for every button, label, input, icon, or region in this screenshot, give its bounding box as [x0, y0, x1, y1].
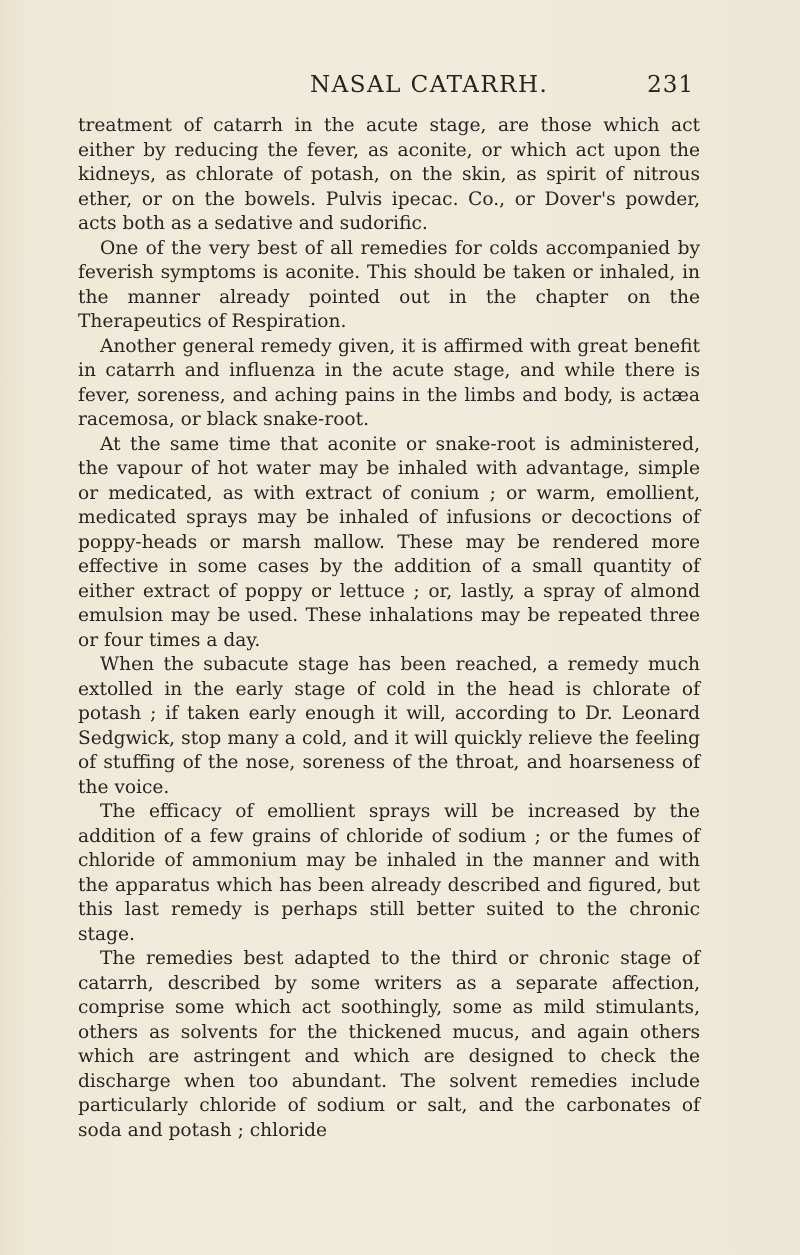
page-number: 231	[647, 72, 694, 98]
running-head: NASAL CATARRH.	[310, 72, 549, 98]
page-header	[96, 68, 694, 102]
paragraph-continued: treatment of catarrh in the acute stage, are those which act either by reducing the fever, as aconite, or which act upon the kidneys, as chlorate of potash, on the skin, as spirit of nitrous ether, or on the bowels. Pulvis ipecac. Co., or Dover's powder, acts both as a sedative and sudorific.	[78, 115, 700, 234]
paragraph-emollient-sprays: The efficacy of emollient sprays will be increased by the addition of a few grains of chloride of sodium ; or the fumes of chloride of ammonium may be inhaled in the manner and with the apparatus which has been already described and figured, but this last remedy is perhaps still better suited to the chronic stage.	[78, 801, 700, 945]
paragraph-aconite: One of the very best of all remedies for colds accompanied by feverish symptoms is aconite. This should be taken or inhaled, in the manner already pointed out in the chapter on the Therapeutics of Respiration.	[78, 237, 700, 332]
body-text	[78, 114, 700, 1143]
paragraph-subacute-stage: When the subacute stage has been reached, a remedy much extolled in the early stage of cold in the head is chlorate of potash ; if taken early enough it will, according to Dr. Leonard Sedgwick, stop many a cold, and it will quickly relieve the feeling of stuffing of the nose, soreness of the throat, and hoarseness of the voice.	[78, 654, 700, 798]
paragraph-actaea-racemosa: Another general remedy given, it is affirmed with great benefit in catarrh and influenza in the acute stage, and while there is fever, soreness, and aching pains in the limbs and body, is actæa racemosa, or black snake-root.	[78, 335, 700, 430]
paragraph-chronic-stage: The remedies best adapted to the third or chronic stage of catarrh, described by some writers as a separate affection, comprise some which act soothingly, some as mild stimulants, others as solvents for the thickened mucus, and again others which are astringent and which are designed to check the discharge when too abundant. The solvent remedies include particularly chloride of sodium or salt, and the carbonates of soda and potash ; chloride	[78, 948, 700, 1141]
paragraph-inhalations: At the same time that aconite or snake-root is administered, the vapour of hot water may be inhaled with advantage, simple or medicated, as with extract of conium ; or warm, emollient, medicated sprays may be inhaled of infusions or decoctions of poppy-heads or marsh mallow. These may be rendered more effective in some cases by the addition of a small quantity of either extract of poppy or lettuce ; or, lastly, a spray of almond emulsion may be used. These inhalations may be repeated three or four times a day.	[78, 433, 700, 651]
